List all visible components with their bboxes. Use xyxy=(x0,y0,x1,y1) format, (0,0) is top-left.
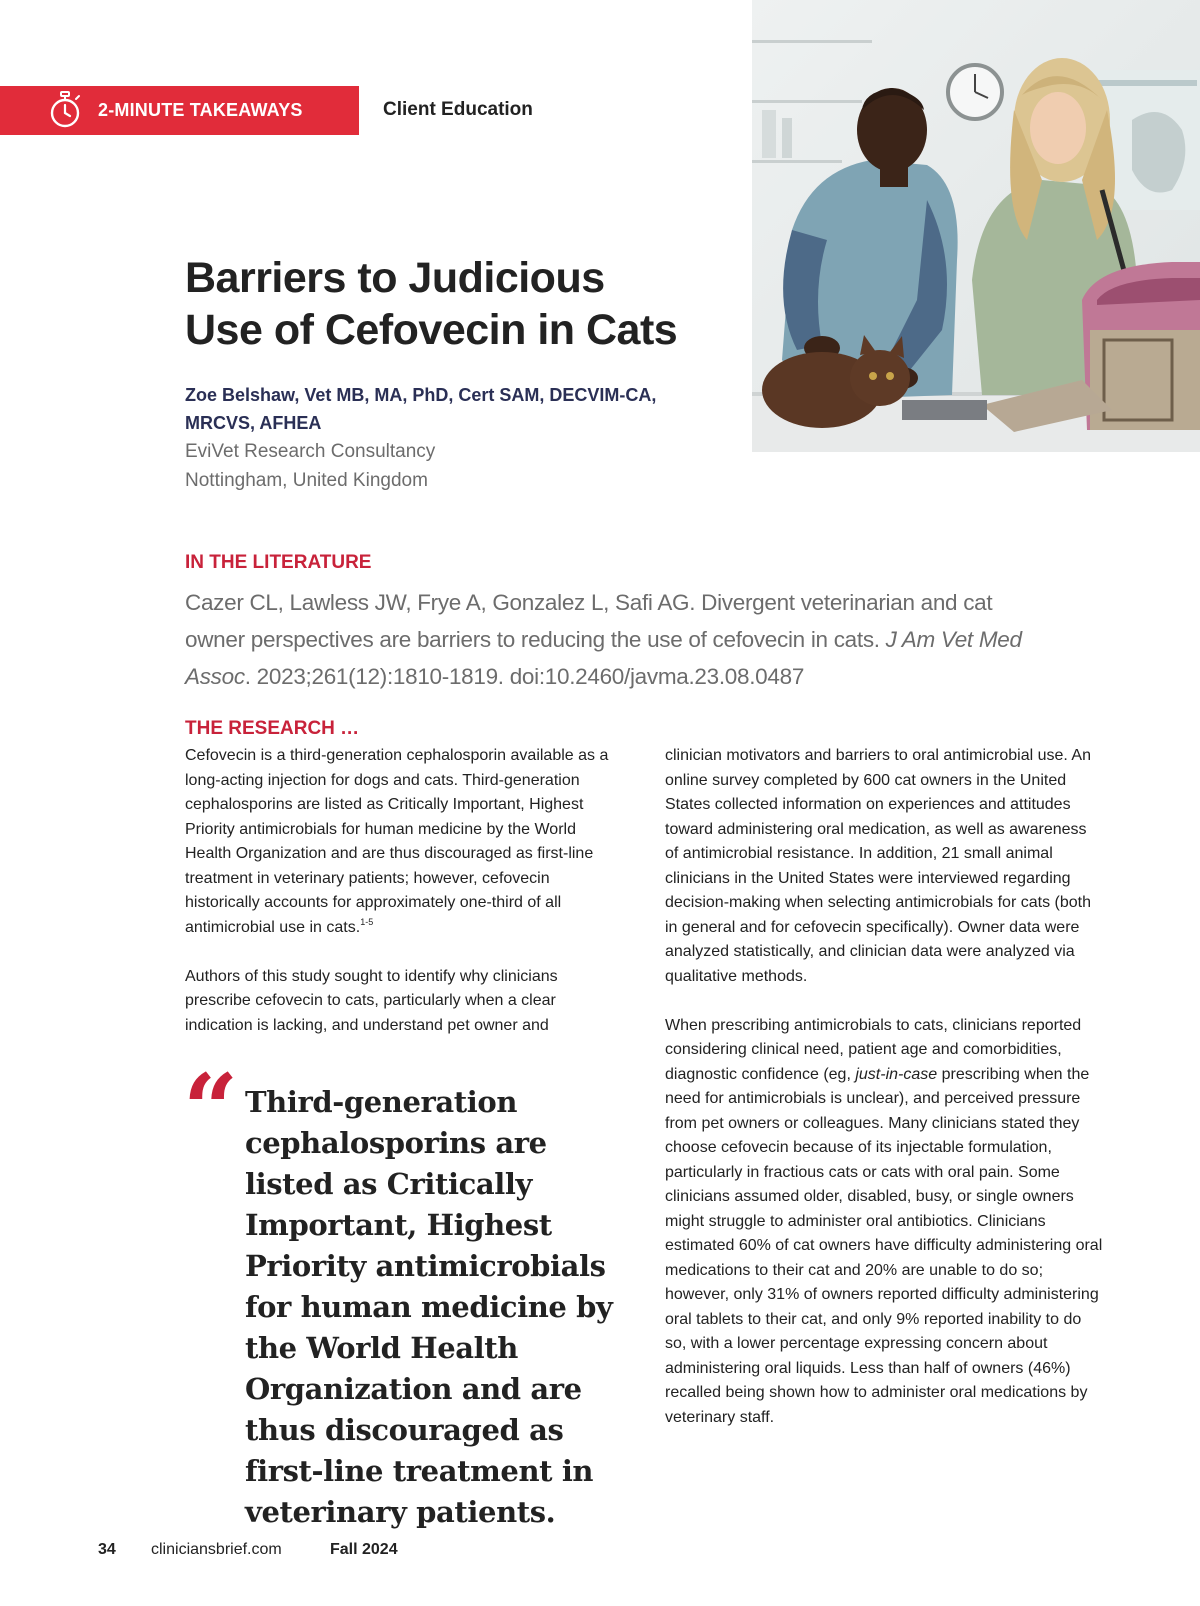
citation-journal: J Am Vet Med Assoc xyxy=(185,627,1022,689)
footer-issue: Fall 2024 xyxy=(330,1541,398,1558)
section-label: Client Education xyxy=(383,99,533,120)
vet-exam-photo xyxy=(752,0,1200,452)
paragraph-text: Cefovecin is a third-generation cephalosporin available as a long-acting injection for dogs and cats. Third-generation cephalosporins are listed as Critically Important, Highest Priority antimicrobials for human medicine by the World Health Organization and are thus discouraged as first-line treatment in veterinary patients; however, cefovecin historically accounts for approximately one-third of all antimicrobial use in cats. xyxy=(185,747,609,936)
literature-heading: IN THE LITERATURE xyxy=(185,552,372,573)
emphasis: just-in-case xyxy=(855,1065,938,1083)
left-column xyxy=(185,744,625,1063)
paragraph-text: prescribing when the need for antimicrobials is unclear), and perceived pressure from pet owners or colleagues. Many clinicians stated they choose cefovecin because of its injectable formulation, particularly in fractious cats or cats with oral pain. Some clinicians assumed older, disabled, busy, or single owners might struggle to administer oral antibiotics. Clinicians estimated 60% of cat owners have difficulty administering oral medications to their cat and 20% are unable to do so; however, only 31% of owners reported difficulty administering oral tablets to their cat, and only 9% reported inability to do so, with a lower percentage expressing concern about administering oral liquids. Less than half of owners (46%) recalled being shown how to administer oral medications by veterinary staff. xyxy=(665,1065,1103,1426)
citation-text: Cazer CL, Lawless JW, Frye A, Gonzalez L, Safi AG. Divergent veterinarian and cat owner perspectives are barriers to reducing the use of cefovecin in cats. xyxy=(185,590,993,652)
paragraph-text: When prescribing antimicrobials to cats, clinicians reported considering clinical need, patient age and comorbidities, diagnostic confidence (eg, xyxy=(665,1016,1082,1083)
quote-mark-icon: “ xyxy=(183,1053,239,1166)
right-column xyxy=(665,744,1103,1455)
title-line: Barriers to Judicious xyxy=(185,254,605,302)
citation xyxy=(185,584,1055,695)
author-line: Zoe Belshaw, Vet MB, MA, PhD, Cert SAM, DECVIM-CA, xyxy=(185,385,657,405)
paragraph xyxy=(185,744,625,940)
citation-details: . 2023;261(12):1810-1819. doi:10.2460/javma.23.08.0487 xyxy=(244,664,805,689)
page-number: 34 xyxy=(98,1541,116,1558)
author-affiliation xyxy=(185,437,435,495)
takeaways-banner xyxy=(0,86,359,135)
research-heading: THE RESEARCH … xyxy=(185,718,360,739)
footer-website: cliniciansbrief.com xyxy=(151,1541,282,1558)
title-line: Use of Cefovecin in Cats xyxy=(185,306,678,354)
paragraph: clinician motivators and barriers to oral antimicrobial use. An online survey completed by 600 cat owners in the United States collected information on experiences and attitudes toward administering oral medication, as well as awareness of antimicrobial resistance. In addition, 21 small animal clinicians in the United States were interviewed regarding decision-making when selecting antimicrobials for cats (both in general and for cefovecin specifically). Owner data were analyzed statistically, and clinician data were analyzed via qualitative methods. xyxy=(665,747,1091,985)
affiliation-line: EviVet Research Consultancy xyxy=(185,441,436,462)
stopwatch-icon xyxy=(47,91,83,129)
author-line: MRCVS, AFHEA xyxy=(185,413,322,433)
paragraph: Authors of this study sought to identify why clinicians prescribe cefovecin to cats, particularly when a clear indication is lacking, and understand pet owner and xyxy=(185,967,558,1034)
article-title xyxy=(185,252,725,356)
author-byline xyxy=(185,381,705,437)
affiliation-line: Nottingham, United Kingdom xyxy=(185,470,428,491)
pull-quote: Third-generation cephalosporins are listed as Critically Important, Highest Priority antimicrobials for human medicine by the World Health Organization and are thus discouraged as first-line treatment in veterinary patients. xyxy=(245,1085,613,1529)
banner-label: 2-MINUTE TAKEAWAYS xyxy=(98,100,303,120)
reference-superscript: 1-5 xyxy=(360,916,374,927)
paragraph xyxy=(665,1014,1103,1431)
